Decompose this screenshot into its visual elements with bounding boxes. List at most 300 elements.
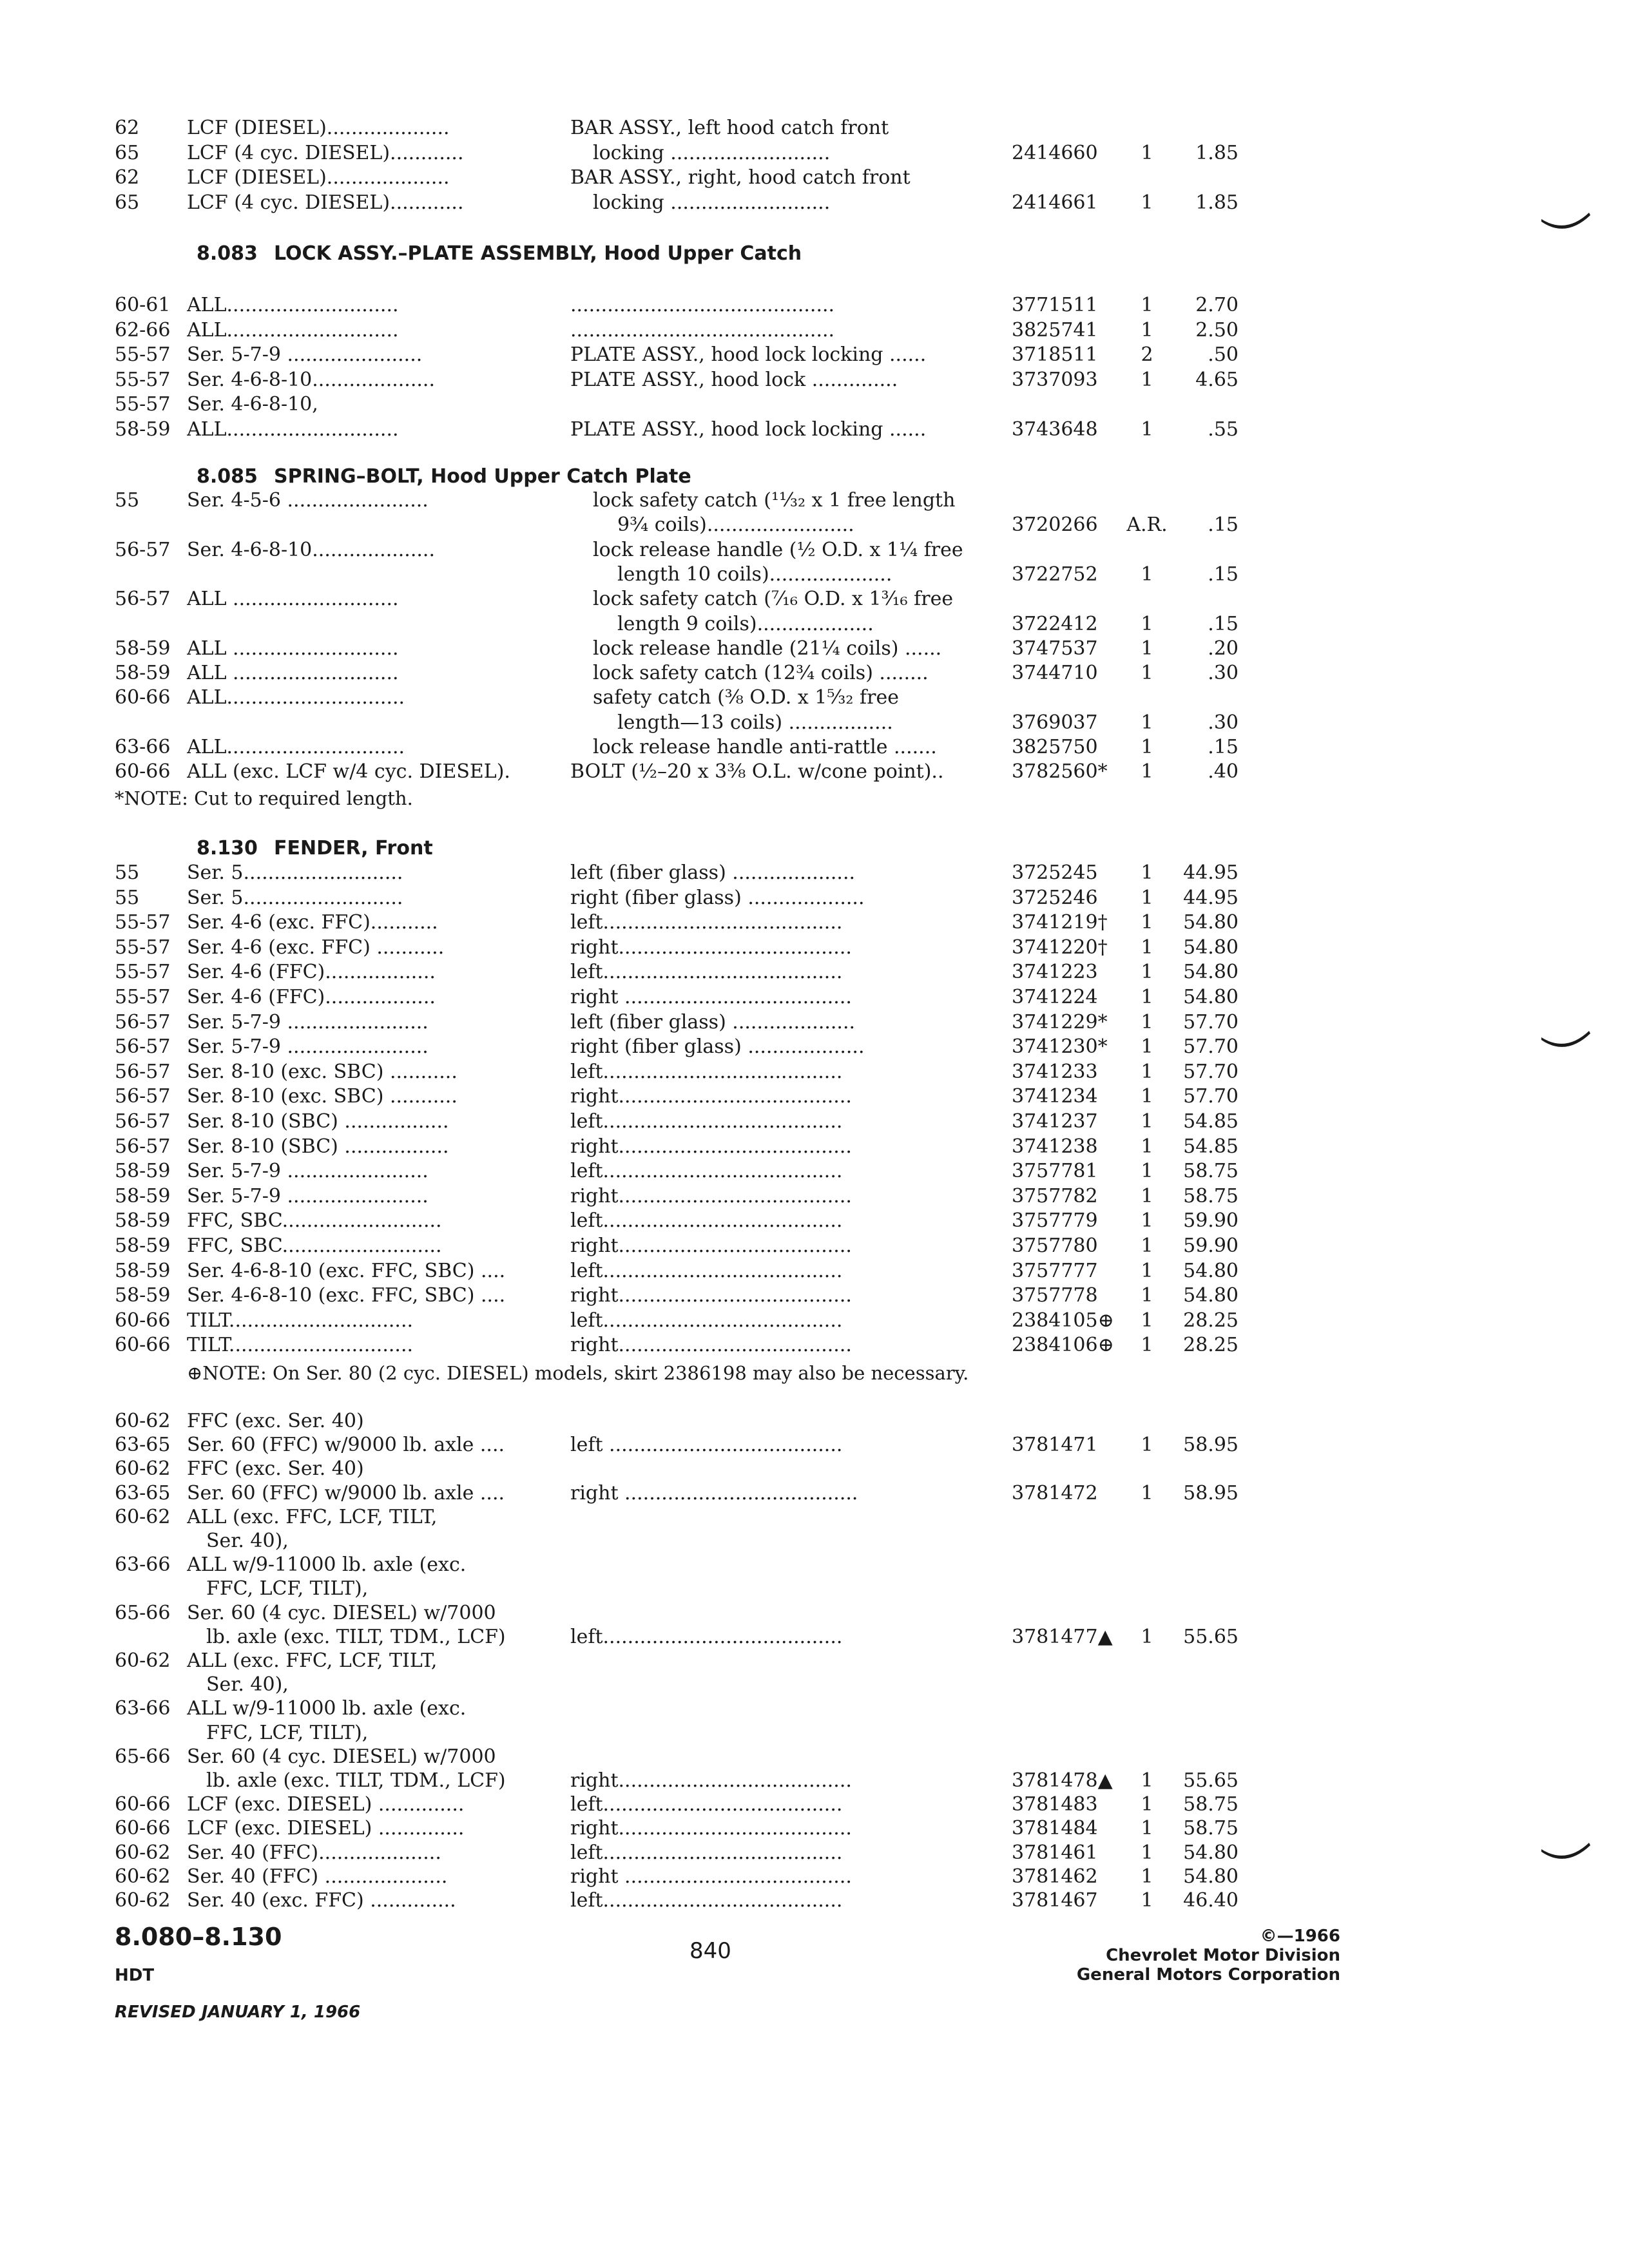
list-price: .15 (1208, 736, 1239, 758)
parts-row (0, 1577, 1629, 1603)
model-applicability: Ser. 40), (206, 1673, 289, 1696)
part-description: right ..................................... (570, 1865, 852, 1888)
list-price: .15 (1208, 562, 1239, 586)
parts-row (0, 514, 1629, 539)
parts-row (0, 861, 1629, 887)
part-description: right (fiber glass) ................... (570, 1035, 865, 1059)
list-price: 54.85 (1183, 1135, 1239, 1158)
part-description: lock safety catch (12¾ coils) ........ (593, 662, 929, 685)
part-description: PLATE ASSY., hood lock locking ...... (570, 418, 927, 441)
part-number: 3718511 (1012, 343, 1098, 366)
list-price: .40 (1208, 760, 1239, 783)
section-header-8083 (0, 242, 1629, 268)
list-price: 55.65 (1183, 1769, 1239, 1792)
model-applicability: Ser. 40 (FFC) .................... (187, 1865, 448, 1888)
part-description: lock release handle (21¼ coils) ...... (593, 637, 942, 660)
part-description: ........................................... (570, 318, 835, 341)
parts-row (0, 911, 1629, 937)
list-price: 1.85 (1195, 141, 1239, 164)
part-description: left....................................... (570, 1259, 843, 1282)
part-number: 3741230* (1012, 1035, 1108, 1059)
model-applicability: ALL ........................... (187, 588, 399, 611)
model-years: 56-57 (115, 1085, 171, 1108)
model-years: 63-66 (115, 1697, 171, 1720)
list-price: 58.75 (1183, 1793, 1239, 1816)
list-price: 54.80 (1183, 1841, 1239, 1864)
model-applicability: LCF (exc. DIESEL) .............. (187, 1793, 465, 1816)
quantity: 2 (1141, 343, 1153, 366)
parts-row (0, 936, 1629, 962)
section-title: SPRING–BOLT, Hood Upper Catch Plate (274, 465, 691, 488)
part-description: right...................................... (570, 936, 852, 959)
parts-row (0, 418, 1629, 444)
parts-row (0, 1434, 1629, 1459)
model-years: 65 (115, 191, 140, 214)
parts-row (0, 1649, 1629, 1675)
list-price: 54.80 (1183, 1284, 1239, 1307)
quantity: 1 (1141, 1865, 1153, 1888)
model-years: 60-62 (115, 1457, 171, 1481)
model-years: 58-59 (115, 1235, 171, 1257)
quantity: 1 (1141, 1309, 1153, 1332)
model-years: 60-62 (115, 1505, 171, 1528)
model-applicability: Ser. 40), (206, 1530, 289, 1552)
parts-row (0, 1309, 1629, 1335)
quantity: 1 (1141, 612, 1153, 635)
parts-row (0, 711, 1629, 737)
model-applicability: LCF (DIESEL).................... (187, 166, 450, 189)
section-number: 8.085 (197, 465, 258, 488)
part-number: 3757778 (1012, 1284, 1098, 1307)
part-description: BAR ASSY., right, hood catch front (570, 166, 911, 189)
quantity: 1 (1141, 1235, 1153, 1257)
quantity: 1 (1141, 1841, 1153, 1864)
parts-row (0, 319, 1629, 345)
quantity: 1 (1141, 662, 1153, 685)
list-price: 54.85 (1183, 1110, 1239, 1133)
model-applicability: TILT.............................. (187, 1334, 414, 1357)
part-number: 3757779 (1012, 1209, 1098, 1233)
part-description: left (fiber glass) .................... (570, 1010, 856, 1033)
parts-row (0, 1841, 1629, 1867)
model-years: 55-57 (115, 368, 171, 391)
part-number: 3737093 (1012, 368, 1098, 391)
model-years: 63-66 (115, 1553, 171, 1577)
part-number: 3720266 (1012, 514, 1098, 537)
model-applicability: FFC (exc. Ser. 40) (187, 1457, 364, 1481)
list-price: 59.90 (1183, 1235, 1239, 1257)
quantity: 1 (1141, 711, 1153, 734)
model-applicability: Ser. 4-6-8-10.................... (187, 368, 435, 391)
model-years: 58-59 (115, 418, 171, 441)
model-applicability: TILT.............................. (187, 1309, 414, 1332)
part-number: 3781483 (1012, 1793, 1098, 1816)
part-number: 3757780 (1012, 1235, 1098, 1257)
parts-row (0, 1061, 1629, 1086)
part-number: 3741219† (1012, 911, 1108, 934)
part-number: 3769037 (1012, 711, 1098, 734)
part-number: 3722412 (1012, 612, 1098, 635)
parts-row (0, 1602, 1629, 1628)
binder-punch-mark (1540, 1024, 1592, 1050)
part-number: 3741229* (1012, 1010, 1108, 1033)
quantity: 1 (1141, 886, 1153, 909)
parts-row (0, 1011, 1629, 1037)
part-description: length—13 coils) ................. (617, 711, 893, 734)
part-description: left....................................... (570, 1793, 843, 1816)
part-description: left ...................................... (570, 1434, 843, 1457)
parts-row (0, 1769, 1629, 1795)
model-applicability: Ser. 4-6 (FFC).................. (187, 986, 436, 1008)
quantity: 1 (1141, 1110, 1153, 1133)
model-years: 55-57 (115, 986, 171, 1008)
quantity: 1 (1141, 191, 1153, 214)
model-years: 65-66 (115, 1601, 171, 1624)
footer-section-range: 8.080–8.130 (115, 1923, 282, 1951)
model-applicability: Ser. 5-7-9 ....................... (187, 1010, 429, 1033)
model-years: 58-59 (115, 1259, 171, 1282)
part-number: 3725246 (1012, 886, 1098, 909)
list-price: 58.75 (1183, 1817, 1239, 1840)
part-description: 9¾ coils)........................ (617, 514, 854, 537)
quantity: 1 (1141, 294, 1153, 316)
list-price: 54.80 (1183, 911, 1239, 934)
parts-row (0, 1626, 1629, 1651)
parts-row (0, 686, 1629, 712)
parts-row (0, 1085, 1629, 1111)
part-number: 3722752 (1012, 562, 1098, 586)
model-applicability: ALL w/9-11000 lb. axle (exc. (187, 1697, 467, 1720)
part-number: 2414661 (1012, 191, 1098, 214)
list-price: .30 (1208, 662, 1239, 685)
parts-row (0, 1035, 1629, 1061)
quantity: 1 (1141, 1434, 1153, 1457)
model-applicability: Ser. 60 (FFC) w/9000 lb. axle .... (187, 1481, 505, 1504)
quantity: 1 (1141, 1817, 1153, 1840)
list-price: 46.40 (1183, 1889, 1239, 1912)
quantity: 1 (1141, 936, 1153, 959)
quantity: 1 (1141, 1060, 1153, 1083)
part-description: right...................................... (570, 1334, 852, 1357)
quantity: 1 (1141, 760, 1153, 783)
part-number: 3744710 (1012, 662, 1098, 685)
quantity: 1 (1141, 861, 1153, 884)
list-price: 58.75 (1183, 1184, 1239, 1207)
list-price: 2.50 (1195, 318, 1239, 341)
model-years: 60-66 (115, 1334, 171, 1357)
part-description: locking .......................... (593, 141, 831, 164)
part-description: left....................................... (570, 961, 843, 984)
model-years: 60-66 (115, 1309, 171, 1332)
quantity: 1 (1141, 1135, 1153, 1158)
model-applicability: Ser. 4-6-8-10 (exc. FFC, SBC) .... (187, 1259, 506, 1282)
parts-row (0, 142, 1629, 168)
model-applicability: Ser. 8-10 (exc. SBC) ........... (187, 1085, 458, 1108)
list-price: 28.25 (1183, 1309, 1239, 1332)
list-price: .50 (1208, 343, 1239, 366)
quantity: 1 (1141, 1481, 1153, 1504)
quantity: 1 (1141, 736, 1153, 758)
parts-row (0, 637, 1629, 663)
parts-row (0, 1410, 1629, 1436)
part-number: 3741224 (1012, 986, 1098, 1008)
part-number: 3743648 (1012, 418, 1098, 441)
list-price: 59.90 (1183, 1209, 1239, 1233)
model-applicability: Ser. 4-6 (exc. FFC) ........... (187, 936, 445, 959)
parts-row (0, 1697, 1629, 1723)
model-applicability: LCF (4 cyc. DIESEL)............ (187, 141, 464, 164)
parts-row (0, 1457, 1629, 1483)
model-applicability: LCF (4 cyc. DIESEL)............ (187, 191, 464, 214)
model-years: 58-59 (115, 1209, 171, 1233)
model-applicability: ALL............................ (187, 318, 399, 341)
model-years: 58-59 (115, 1184, 171, 1207)
footer-division: Chevrolet Motor Division (1106, 1946, 1340, 1965)
model-years: 56-57 (115, 1060, 171, 1083)
part-number: 3781467 (1012, 1889, 1098, 1912)
quantity: 1 (1141, 1889, 1153, 1912)
parts-row (0, 1553, 1629, 1579)
model-years: 63-66 (115, 736, 171, 758)
model-applicability: ALL ........................... (187, 662, 399, 685)
parts-row (0, 1793, 1629, 1819)
quantity: 1 (1141, 562, 1153, 586)
model-years: 60-66 (115, 1793, 171, 1816)
part-description: right...................................... (570, 1769, 852, 1792)
model-years: 56-57 (115, 1110, 171, 1133)
model-applicability: Ser. 8-10 (SBC) ................. (187, 1135, 449, 1158)
part-description: right ..................................... (570, 986, 852, 1008)
quantity: 1 (1141, 1793, 1153, 1816)
list-price: .20 (1208, 637, 1239, 660)
parts-row (0, 1889, 1629, 1915)
section-number: 8.083 (197, 242, 258, 265)
model-years: 60-66 (115, 686, 171, 709)
model-applicability: lb. axle (exc. TILT, TDM., LCF) (206, 1769, 506, 1792)
model-years: 56-57 (115, 588, 171, 611)
part-number: 3781484 (1012, 1817, 1098, 1840)
model-applicability: Ser. 5-7-9 ....................... (187, 1184, 429, 1207)
part-description: right (fiber glass) ................... (570, 886, 865, 909)
model-years: 62 (115, 166, 140, 189)
model-applicability: LCF (exc. DIESEL) .............. (187, 1817, 465, 1840)
quantity: 1 (1141, 1184, 1153, 1207)
parts-row (0, 191, 1629, 217)
model-years: 55-57 (115, 343, 171, 366)
quantity: 1 (1141, 141, 1153, 164)
list-price: 2.70 (1195, 294, 1239, 316)
parts-row (0, 736, 1629, 762)
list-price: 4.65 (1195, 368, 1239, 391)
list-price: 44.95 (1183, 886, 1239, 909)
model-years: 55-57 (115, 393, 171, 416)
list-price: 54.80 (1183, 936, 1239, 959)
part-number: 2414660 (1012, 141, 1098, 164)
quantity: 1 (1141, 1035, 1153, 1059)
part-number: 3782560* (1012, 760, 1108, 783)
part-number: 3741220† (1012, 936, 1108, 959)
model-years: 60-62 (115, 1865, 171, 1888)
model-applicability: FFC, LCF, TILT), (206, 1721, 369, 1744)
quantity: 1 (1141, 368, 1153, 391)
parts-row (0, 887, 1629, 912)
part-description: left....................................... (570, 1160, 843, 1183)
section-number: 8.130 (197, 837, 258, 860)
model-years: 60-62 (115, 1649, 171, 1672)
parts-row (0, 1673, 1629, 1699)
parts-row (0, 1209, 1629, 1235)
model-applicability: Ser. 4-6-8-10, (187, 393, 318, 416)
part-description: right...................................... (570, 1284, 852, 1307)
model-years: 55 (115, 489, 140, 512)
model-years: 55-57 (115, 911, 171, 934)
list-price: 57.70 (1183, 1060, 1239, 1083)
part-description: left....................................... (570, 1060, 843, 1083)
part-number: 3781472 (1012, 1481, 1098, 1504)
model-years: 56-57 (115, 1135, 171, 1158)
part-number: 3741234 (1012, 1085, 1098, 1108)
model-applicability: Ser. 4-6 (FFC).................. (187, 961, 436, 984)
footer-revised-date: REVISED JANUARY 1, 1966 (115, 2003, 361, 2022)
parts-row (0, 588, 1629, 613)
parts-row (0, 1110, 1629, 1136)
model-years: 65 (115, 141, 140, 164)
quantity: 1 (1141, 1284, 1153, 1307)
list-price: 58.95 (1183, 1481, 1239, 1504)
model-years: 63-65 (115, 1434, 171, 1457)
part-number: 3747537 (1012, 637, 1098, 660)
parts-row (0, 1865, 1629, 1891)
part-number: 3741233 (1012, 1060, 1098, 1083)
part-description: right...................................... (570, 1235, 852, 1257)
model-years: 58-59 (115, 1284, 171, 1307)
binder-punch-mark (1540, 206, 1592, 232)
section-title: FENDER, Front (274, 837, 433, 860)
model-years: 60-62 (115, 1889, 171, 1912)
model-applicability: FFC, SBC.......................... (187, 1235, 442, 1257)
model-applicability: ALL............................. (187, 736, 405, 758)
part-number: 3781478▲ (1012, 1769, 1113, 1792)
model-applicability: Ser. 8-10 (exc. SBC) ........... (187, 1060, 458, 1083)
model-applicability: lb. axle (exc. TILT, TDM., LCF) (206, 1625, 506, 1648)
model-years: 56-57 (115, 1010, 171, 1033)
part-description: left....................................... (570, 1625, 843, 1648)
part-number: 3781462 (1012, 1865, 1098, 1888)
parts-row (0, 662, 1629, 687)
parts-row (0, 613, 1629, 639)
quantity: 1 (1141, 1259, 1153, 1282)
part-description: right...................................... (570, 1817, 852, 1840)
parts-row (0, 1530, 1629, 1555)
part-description: right...................................... (570, 1184, 852, 1207)
part-number: 3757777 (1012, 1259, 1098, 1282)
parts-row (0, 1745, 1629, 1771)
parts-row (0, 294, 1629, 320)
model-years: 60-62 (115, 1410, 171, 1432)
model-years: 55 (115, 886, 140, 909)
part-number: 3741238 (1012, 1135, 1098, 1158)
part-number: 3825750 (1012, 736, 1098, 758)
footer-copyright: ©—1966 (1260, 1927, 1340, 1946)
parts-row (0, 1506, 1629, 1532)
model-years: 56-57 (115, 538, 171, 561)
quantity: 1 (1141, 318, 1153, 341)
model-years: 60-61 (115, 294, 171, 316)
binder-punch-mark (1540, 1836, 1592, 1862)
quantity: 1 (1141, 911, 1153, 934)
parts-row (0, 760, 1629, 786)
model-applicability: ALL............................ (187, 418, 399, 441)
model-years: 58-59 (115, 1160, 171, 1183)
parts-row (0, 1135, 1629, 1161)
model-years: 55-57 (115, 961, 171, 984)
model-applicability: Ser. 60 (FFC) w/9000 lb. axle .... (187, 1434, 505, 1457)
part-description: BAR ASSY., left hood catch front (570, 117, 889, 139)
model-years: 55 (115, 861, 140, 884)
section-note-8085: *NOTE: Cut to required length. (115, 787, 413, 809)
part-description: left....................................... (570, 911, 843, 934)
quantity: 1 (1141, 1010, 1153, 1033)
parts-row (0, 1260, 1629, 1285)
part-description: lock safety catch (¹¹⁄₃₂ x 1 free length (593, 489, 956, 512)
list-price: 55.65 (1183, 1625, 1239, 1648)
parts-row (0, 393, 1629, 419)
model-applicability: Ser. 5-7-9 ....................... (187, 1160, 429, 1183)
model-applicability: Ser. 5.......................... (187, 886, 403, 909)
part-description: left (fiber glass) .................... (570, 861, 856, 884)
model-years: 58-59 (115, 637, 171, 660)
model-applicability: Ser. 5-7-9 ...................... (187, 343, 423, 366)
parts-row (0, 1334, 1629, 1360)
part-description: lock safety catch (⁷⁄₁₆ O.D. x 1³⁄₁₆ free (593, 588, 954, 611)
list-price: 57.70 (1183, 1085, 1239, 1108)
quantity: 1 (1141, 1085, 1153, 1108)
parts-row (0, 1817, 1629, 1843)
parts-row (0, 117, 1629, 142)
model-applicability: LCF (DIESEL).................... (187, 117, 450, 139)
model-applicability: ALL ........................... (187, 637, 399, 660)
part-description: length 9 coils)................... (617, 612, 874, 635)
model-applicability: Ser. 4-5-6 ....................... (187, 489, 429, 512)
model-applicability: ALL (exc. LCF w/4 cyc. DIESEL). (187, 760, 510, 783)
list-price: .30 (1208, 711, 1239, 734)
model-applicability: Ser. 5.......................... (187, 861, 403, 884)
section-note-8130: ⊕NOTE: On Ser. 80 (2 cyc. DIESEL) models, skirt 2386198 may also be necessary. (187, 1362, 969, 1384)
model-applicability: Ser. 4-6-8-10 (exc. FFC, SBC) .... (187, 1284, 506, 1307)
parts-row (0, 166, 1629, 192)
part-description: right ...................................... (570, 1481, 858, 1504)
model-years: 65-66 (115, 1745, 171, 1768)
part-description: left....................................... (570, 1209, 843, 1233)
list-price: 58.95 (1183, 1434, 1239, 1457)
part-number: 2384105⊕ (1012, 1309, 1114, 1332)
page-number: 840 (689, 1938, 731, 1964)
quantity: 1 (1141, 418, 1153, 441)
list-price: 54.80 (1183, 961, 1239, 984)
model-applicability: Ser. 8-10 (SBC) ................. (187, 1110, 449, 1133)
model-applicability: Ser. 5-7-9 ....................... (187, 1035, 429, 1059)
quantity: 1 (1141, 1160, 1153, 1183)
quantity: 1 (1141, 1625, 1153, 1648)
model-applicability: ALL (exc. FFC, LCF, TILT, (187, 1505, 438, 1528)
parts-row (0, 369, 1629, 394)
model-years: 62-66 (115, 318, 171, 341)
part-description: right...................................... (570, 1135, 852, 1158)
list-price: 28.25 (1183, 1334, 1239, 1357)
model-applicability: ALL............................ (187, 294, 399, 316)
model-applicability: Ser. 4-6-8-10.................... (187, 538, 435, 561)
part-description: lock release handle anti-rattle ....... (593, 736, 937, 758)
